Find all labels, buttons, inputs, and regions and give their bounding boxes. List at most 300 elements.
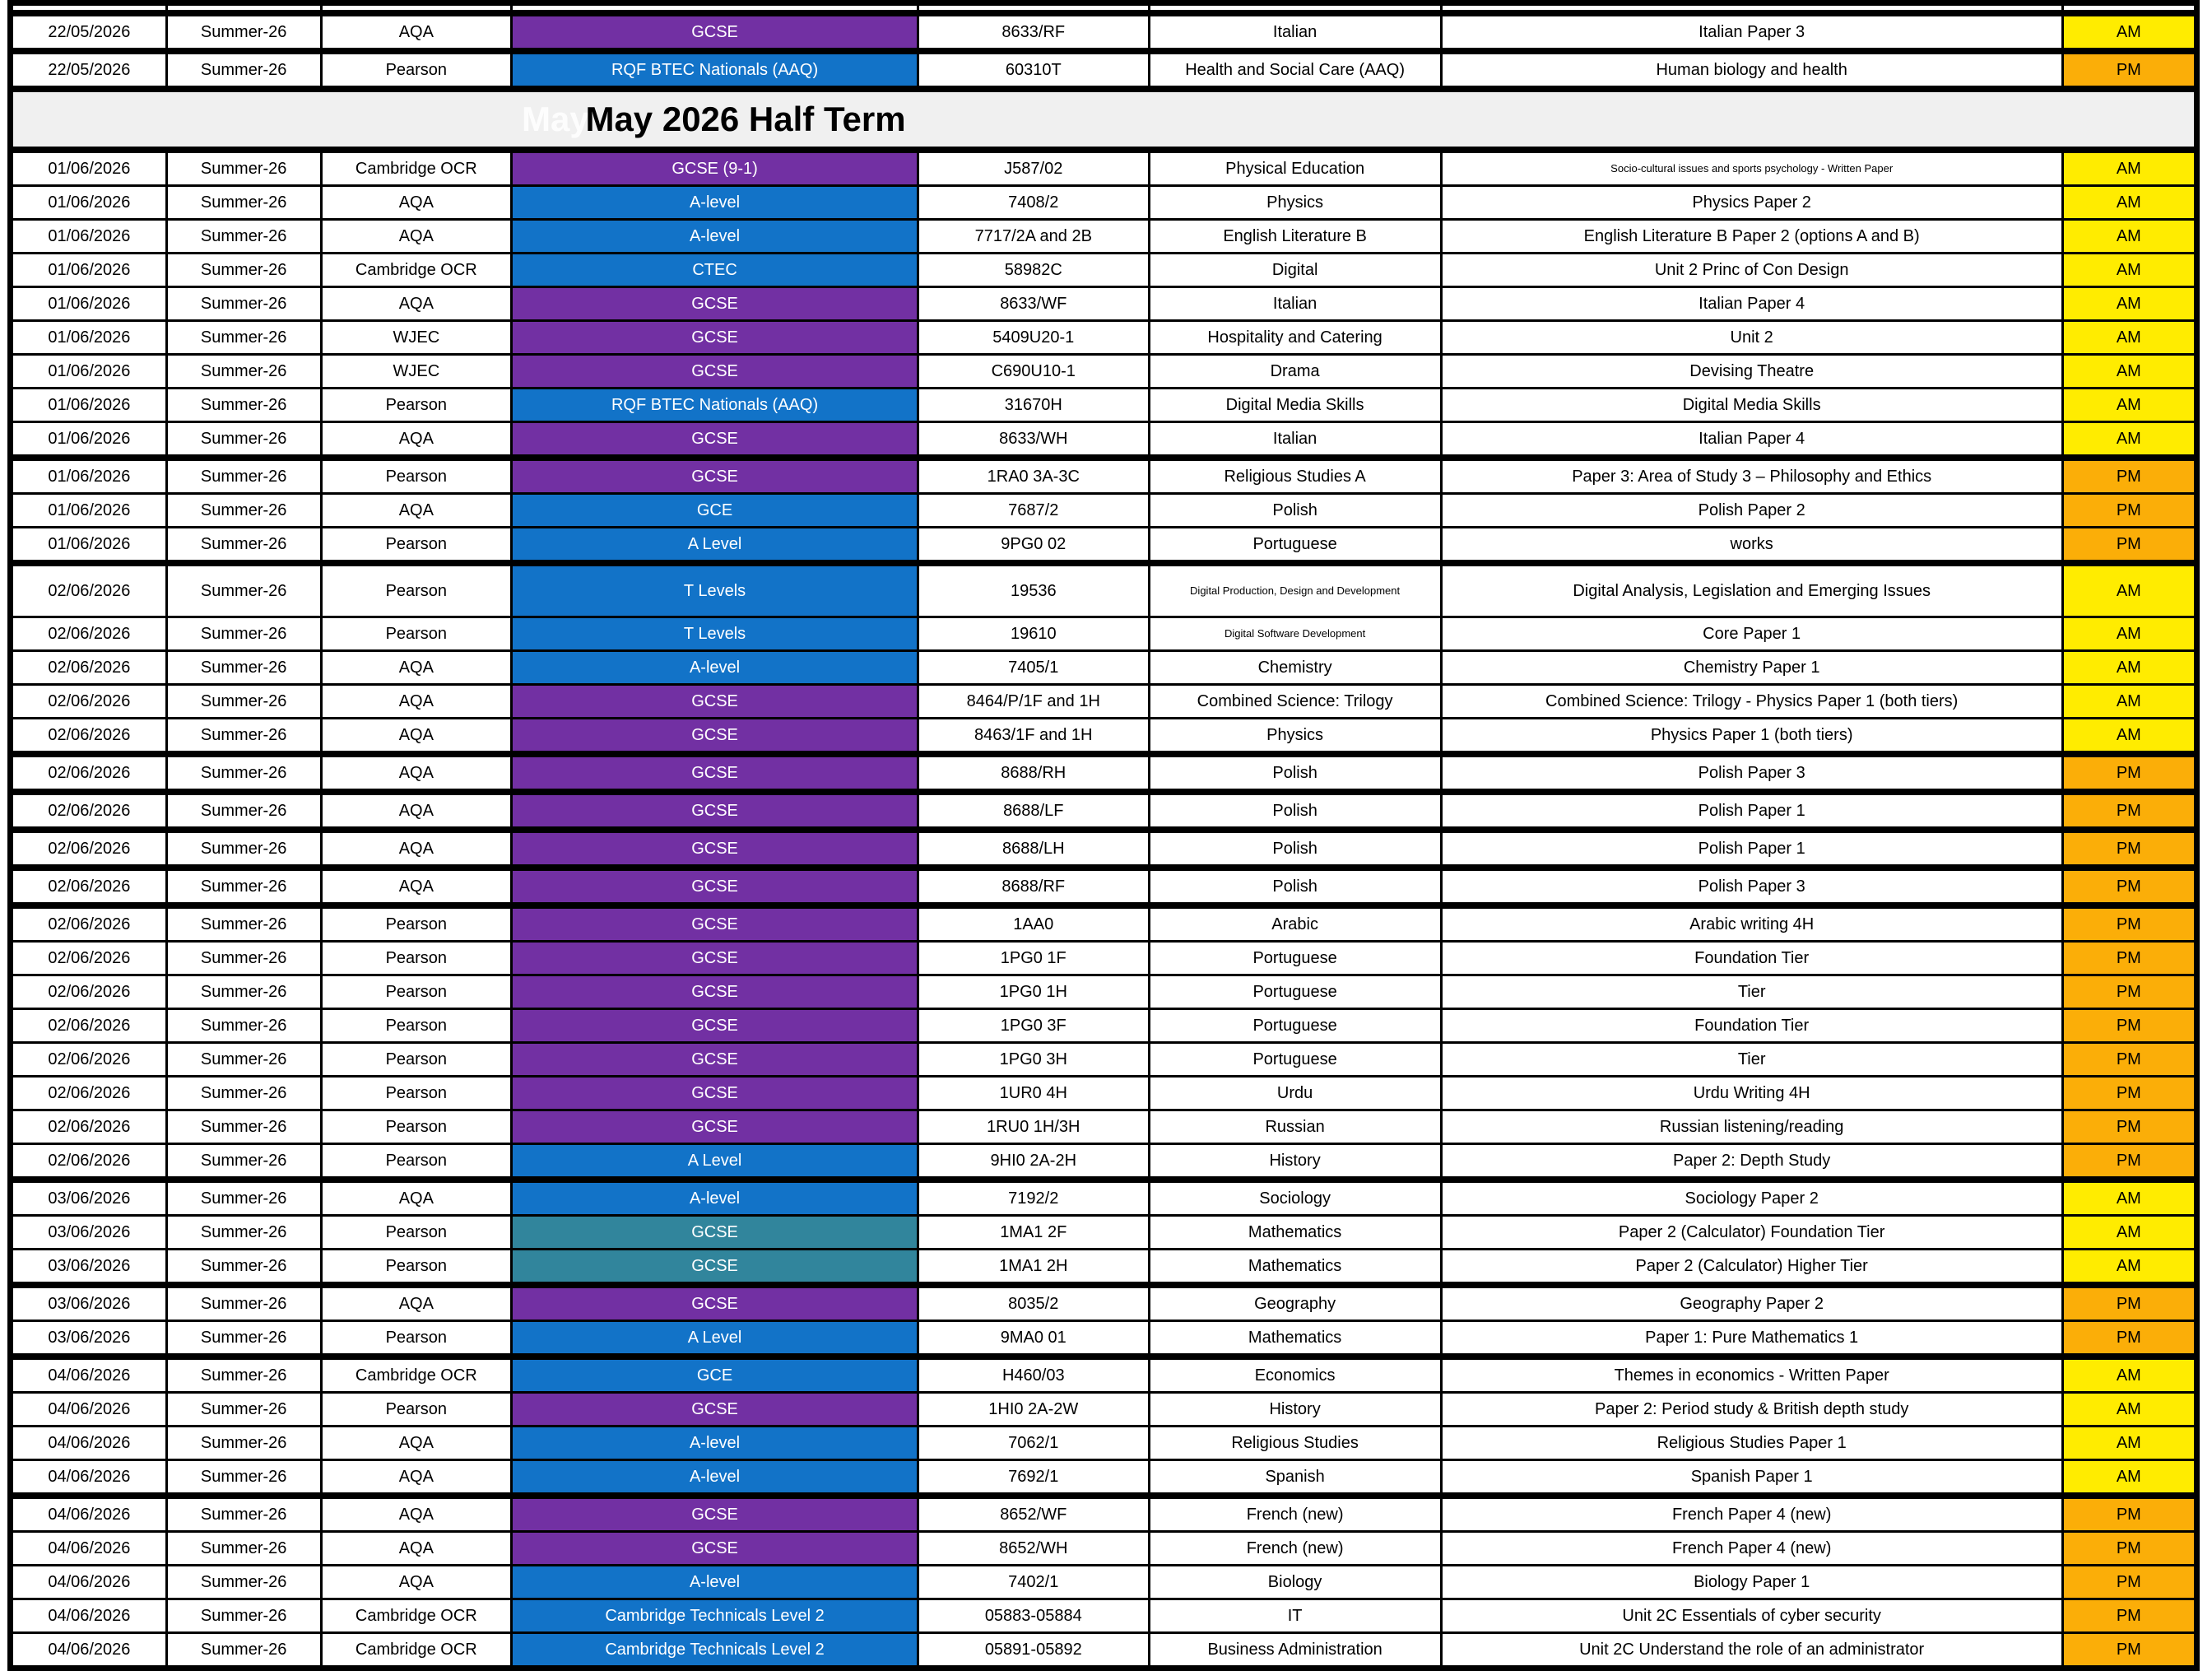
- subject-cell: Biology: [1149, 1566, 1441, 1599]
- session-cell: AM: [2062, 617, 2196, 651]
- table-row: [11, 321, 2197, 355]
- cutoff-cell: [166, 3, 321, 14]
- session-cell: PM: [2062, 830, 2196, 868]
- paper-cell: Paper 3: Area of Study 3 – Philosophy and Ethics: [1441, 458, 2062, 494]
- code-cell: 8688/RF: [918, 868, 1149, 905]
- session-cell: AM: [2062, 1460, 2196, 1496]
- date-cell: 02/06/2026: [11, 719, 167, 755]
- session-cell: PM: [2062, 1110, 2196, 1144]
- board-cell: AQA: [321, 685, 512, 719]
- series-cell: Summer-26: [166, 494, 321, 528]
- table-row: [11, 458, 2197, 494]
- date-cell: 03/06/2026: [11, 1180, 167, 1216]
- series-cell: Summer-26: [166, 1180, 321, 1216]
- board-cell: Pearson: [321, 975, 512, 1009]
- subject-cell: Spanish: [1149, 1460, 1441, 1496]
- series-cell: Summer-26: [166, 617, 321, 651]
- date-cell: 03/06/2026: [11, 1285, 167, 1321]
- subject-cell: Geography: [1149, 1285, 1441, 1321]
- paper-cell: Socio-cultural issues and sports psychology - Written Paper: [1441, 150, 2062, 186]
- date-cell: 01/06/2026: [11, 494, 167, 528]
- board-cell: WJEC: [321, 321, 512, 355]
- subject-cell: Italian: [1149, 13, 1441, 51]
- session-cell: AM: [2062, 651, 2196, 685]
- board-cell: Pearson: [321, 617, 512, 651]
- subject-cell: Mathematics: [1149, 1250, 1441, 1286]
- qualification-badge: GCSE: [512, 1393, 918, 1427]
- session-cell: AM: [2062, 719, 2196, 755]
- code-cell: 7408/2: [918, 186, 1149, 220]
- qualification-badge: GCSE: [512, 13, 918, 51]
- subject-cell: Italian: [1149, 422, 1441, 458]
- series-cell: Summer-26: [166, 1393, 321, 1427]
- session-cell: AM: [2062, 1393, 2196, 1427]
- table-row: [11, 1633, 2197, 1669]
- date-cell: 04/06/2026: [11, 1566, 167, 1599]
- table-row: [11, 685, 2197, 719]
- table-row: [11, 1460, 2197, 1496]
- code-cell: 31670H: [918, 389, 1149, 422]
- subject-cell: Chemistry: [1149, 651, 1441, 685]
- series-cell: Summer-26: [166, 1633, 321, 1669]
- series-cell: Summer-26: [166, 975, 321, 1009]
- code-cell: 7687/2: [918, 494, 1149, 528]
- subject-cell: Economics: [1149, 1357, 1441, 1393]
- table-row: [11, 186, 2197, 220]
- qualification-badge: A Level: [512, 528, 918, 564]
- series-cell: Summer-26: [166, 905, 321, 942]
- qualification-badge: Cambridge Technicals Level 2: [512, 1599, 918, 1633]
- qualification-badge: A-level: [512, 220, 918, 254]
- date-cell: 02/06/2026: [11, 942, 167, 975]
- subject-cell: Portuguese: [1149, 528, 1441, 564]
- subject-cell: Polish: [1149, 868, 1441, 905]
- table-row: [11, 1566, 2197, 1599]
- paper-cell: Human biology and health: [1441, 51, 2062, 89]
- paper-cell: Religious Studies Paper 1: [1441, 1427, 2062, 1460]
- code-cell: 1PG0 1F: [918, 942, 1149, 975]
- code-cell: 1UR0 4H: [918, 1077, 1149, 1110]
- series-cell: Summer-26: [166, 1144, 321, 1180]
- date-cell: 02/06/2026: [11, 563, 167, 617]
- qualification-badge: A-level: [512, 1460, 918, 1496]
- paper-cell: Combined Science: Trilogy - Physics Paper 1 (both tiers): [1441, 685, 2062, 719]
- table-row: [11, 1496, 2197, 1532]
- date-cell: 01/06/2026: [11, 220, 167, 254]
- subject-cell: Portuguese: [1149, 1009, 1441, 1043]
- series-cell: Summer-26: [166, 220, 321, 254]
- board-cell: Cambridge OCR: [321, 254, 512, 287]
- subject-cell: Sociology: [1149, 1180, 1441, 1216]
- subject-cell: Urdu: [1149, 1077, 1441, 1110]
- session-cell: AM: [2062, 186, 2196, 220]
- subject-cell: Russian: [1149, 1110, 1441, 1144]
- qualification-badge: GCSE: [512, 719, 918, 755]
- code-cell: 19536: [918, 563, 1149, 617]
- code-cell: 1PG0 3F: [918, 1009, 1149, 1043]
- subject-cell: Physics: [1149, 186, 1441, 220]
- paper-cell: Polish Paper 2: [1441, 494, 2062, 528]
- date-cell: 01/06/2026: [11, 150, 167, 186]
- cutoff-cell: [11, 3, 167, 14]
- date-cell: 04/06/2026: [11, 1357, 167, 1393]
- code-cell: 8035/2: [918, 1285, 1149, 1321]
- board-cell: Pearson: [321, 458, 512, 494]
- code-cell: 1PG0 1H: [918, 975, 1149, 1009]
- session-cell: PM: [2062, 1599, 2196, 1633]
- table-row: [11, 287, 2197, 321]
- board-cell: Pearson: [321, 1321, 512, 1357]
- table-row: [11, 1250, 2197, 1286]
- subject-cell: Polish: [1149, 792, 1441, 830]
- table-row: [11, 1110, 2197, 1144]
- cutoff-cell: [1149, 3, 1441, 14]
- paper-cell: Unit 2: [1441, 321, 2062, 355]
- code-cell: J587/02: [918, 150, 1149, 186]
- code-cell: H460/03: [918, 1357, 1149, 1393]
- session-cell: PM: [2062, 942, 2196, 975]
- date-cell: 04/06/2026: [11, 1496, 167, 1532]
- subject-cell: History: [1149, 1144, 1441, 1180]
- qualification-badge: GCSE: [512, 1009, 918, 1043]
- series-cell: Summer-26: [166, 321, 321, 355]
- board-cell: AQA: [321, 1532, 512, 1566]
- date-cell: 02/06/2026: [11, 792, 167, 830]
- code-cell: 8464/P/1F and 1H: [918, 685, 1149, 719]
- session-cell: PM: [2062, 494, 2196, 528]
- series-cell: Summer-26: [166, 563, 321, 617]
- paper-cell: Themes in economics - Written Paper: [1441, 1357, 2062, 1393]
- table-row: [11, 220, 2197, 254]
- code-cell: 1HI0 2A-2W: [918, 1393, 1149, 1427]
- board-cell: AQA: [321, 792, 512, 830]
- cutoff-cell: [512, 3, 918, 14]
- subject-cell: Polish: [1149, 830, 1441, 868]
- qualification-badge: GCSE: [512, 792, 918, 830]
- series-cell: Summer-26: [166, 685, 321, 719]
- paper-cell: Physics Paper 1 (both tiers): [1441, 719, 2062, 755]
- session-cell: AM: [2062, 389, 2196, 422]
- session-cell: PM: [2062, 868, 2196, 905]
- subject-cell: Italian: [1149, 287, 1441, 321]
- subject-cell: Polish: [1149, 494, 1441, 528]
- session-cell: PM: [2062, 1144, 2196, 1180]
- cutoff-row: [11, 3, 2197, 14]
- date-cell: 04/06/2026: [11, 1427, 167, 1460]
- half-term-ghost-text: May: [522, 99, 589, 138]
- date-cell: 03/06/2026: [11, 1250, 167, 1286]
- session-cell: AM: [2062, 220, 2196, 254]
- table-row: [11, 355, 2197, 389]
- qualification-badge: GCSE: [512, 868, 918, 905]
- series-cell: Summer-26: [166, 458, 321, 494]
- session-cell: PM: [2062, 1633, 2196, 1669]
- qualification-badge: GCSE: [512, 287, 918, 321]
- series-cell: Summer-26: [166, 830, 321, 868]
- date-cell: 02/06/2026: [11, 1144, 167, 1180]
- date-cell: 02/06/2026: [11, 1077, 167, 1110]
- code-cell: 9PG0 02: [918, 528, 1149, 564]
- paper-cell: Polish Paper 1: [1441, 792, 2062, 830]
- board-cell: AQA: [321, 651, 512, 685]
- board-cell: Pearson: [321, 563, 512, 617]
- board-cell: AQA: [321, 1180, 512, 1216]
- subject-cell: Mathematics: [1149, 1321, 1441, 1357]
- qualification-badge: A Level: [512, 1144, 918, 1180]
- paper-cell: Devising Theatre: [1441, 355, 2062, 389]
- subject-cell: Drama: [1149, 355, 1441, 389]
- subject-cell: Hospitality and Catering: [1149, 321, 1441, 355]
- paper-cell: Biology Paper 1: [1441, 1566, 2062, 1599]
- qualification-badge: GCSE: [512, 754, 918, 792]
- session-cell: PM: [2062, 1532, 2196, 1566]
- board-cell: Cambridge OCR: [321, 1633, 512, 1669]
- table-row: [11, 1532, 2197, 1566]
- code-cell: 8688/LH: [918, 830, 1149, 868]
- board-cell: AQA: [321, 754, 512, 792]
- code-cell: 19610: [918, 617, 1149, 651]
- table-row: [11, 975, 2197, 1009]
- qualification-badge: GCSE: [512, 1250, 918, 1286]
- table-row: [11, 1285, 2197, 1321]
- table-row: [11, 389, 2197, 422]
- board-cell: AQA: [321, 220, 512, 254]
- board-cell: Pearson: [321, 1250, 512, 1286]
- session-cell: AM: [2062, 150, 2196, 186]
- date-cell: 01/06/2026: [11, 528, 167, 564]
- qualification-badge: CTEC: [512, 254, 918, 287]
- series-cell: Summer-26: [166, 355, 321, 389]
- paper-cell: Polish Paper 3: [1441, 868, 2062, 905]
- date-cell: 01/06/2026: [11, 186, 167, 220]
- table-row: [11, 1043, 2197, 1077]
- session-cell: PM: [2062, 1496, 2196, 1532]
- cutoff-cell: [918, 3, 1149, 14]
- session-cell: AM: [2062, 1427, 2196, 1460]
- session-cell: AM: [2062, 287, 2196, 321]
- paper-cell: Sociology Paper 2: [1441, 1180, 2062, 1216]
- date-cell: 04/06/2026: [11, 1393, 167, 1427]
- table-row: [11, 792, 2197, 830]
- series-cell: Summer-26: [166, 51, 321, 89]
- series-cell: Summer-26: [166, 1321, 321, 1357]
- subject-cell: Digital Software Development: [1149, 617, 1441, 651]
- code-cell: 8463/1F and 1H: [918, 719, 1149, 755]
- board-cell: AQA: [321, 287, 512, 321]
- code-cell: 7405/1: [918, 651, 1149, 685]
- subject-cell: History: [1149, 1393, 1441, 1427]
- board-cell: AQA: [321, 422, 512, 458]
- table-row: [11, 150, 2197, 186]
- date-cell: 01/06/2026: [11, 355, 167, 389]
- code-cell: 8652/WF: [918, 1496, 1149, 1532]
- board-cell: AQA: [321, 1285, 512, 1321]
- code-cell: 7062/1: [918, 1427, 1149, 1460]
- board-cell: Pearson: [321, 528, 512, 564]
- series-cell: Summer-26: [166, 1285, 321, 1321]
- paper-cell: Foundation Tier: [1441, 942, 2062, 975]
- subject-cell: Physical Education: [1149, 150, 1441, 186]
- table-row: [11, 1216, 2197, 1250]
- qualification-badge: A-level: [512, 651, 918, 685]
- board-cell: AQA: [321, 830, 512, 868]
- table-row: [11, 942, 2197, 975]
- paper-cell: Polish Paper 1: [1441, 830, 2062, 868]
- paper-cell: Paper 1: Pure Mathematics 1: [1441, 1321, 2062, 1357]
- session-cell: PM: [2062, 975, 2196, 1009]
- date-cell: 02/06/2026: [11, 651, 167, 685]
- board-cell: Cambridge OCR: [321, 150, 512, 186]
- paper-cell: Italian Paper 4: [1441, 287, 2062, 321]
- qualification-badge: GCSE (9-1): [512, 150, 918, 186]
- series-cell: Summer-26: [166, 1427, 321, 1460]
- code-cell: C690U10-1: [918, 355, 1149, 389]
- board-cell: WJEC: [321, 355, 512, 389]
- table-row: [11, 1599, 2197, 1633]
- series-cell: Summer-26: [166, 422, 321, 458]
- series-cell: Summer-26: [166, 287, 321, 321]
- subject-cell: Digital Production, Design and Development: [1149, 563, 1441, 617]
- qualification-badge: GCSE: [512, 355, 918, 389]
- session-cell: PM: [2062, 1009, 2196, 1043]
- board-cell: Pearson: [321, 905, 512, 942]
- qualification-badge: GCSE: [512, 1532, 918, 1566]
- date-cell: 04/06/2026: [11, 1460, 167, 1496]
- session-cell: AM: [2062, 1250, 2196, 1286]
- table-row: [11, 1144, 2197, 1180]
- exam-timetable: [7, 0, 2200, 1671]
- subject-cell: Combined Science: Trilogy: [1149, 685, 1441, 719]
- table-row: [11, 13, 2197, 51]
- series-cell: Summer-26: [166, 942, 321, 975]
- series-cell: Summer-26: [166, 150, 321, 186]
- code-cell: 8652/WH: [918, 1532, 1149, 1566]
- date-cell: 01/06/2026: [11, 287, 167, 321]
- paper-cell: Geography Paper 2: [1441, 1285, 2062, 1321]
- table-row: [11, 528, 2197, 564]
- session-cell: AM: [2062, 1357, 2196, 1393]
- board-cell: AQA: [321, 186, 512, 220]
- code-cell: 9MA0 01: [918, 1321, 1149, 1357]
- subject-cell: IT: [1149, 1599, 1441, 1633]
- date-cell: 02/06/2026: [11, 685, 167, 719]
- paper-cell: Spanish Paper 1: [1441, 1460, 2062, 1496]
- paper-cell: Paper 2: Period study & British depth study: [1441, 1393, 2062, 1427]
- date-cell: 02/06/2026: [11, 868, 167, 905]
- date-cell: 22/05/2026: [11, 51, 167, 89]
- half-term-band-row: [11, 89, 2197, 150]
- qualification-badge: A Level: [512, 1321, 918, 1357]
- session-cell: PM: [2062, 1077, 2196, 1110]
- qualification-badge: GCSE: [512, 975, 918, 1009]
- board-cell: Pearson: [321, 1009, 512, 1043]
- series-cell: Summer-26: [166, 254, 321, 287]
- code-cell: 7692/1: [918, 1460, 1149, 1496]
- series-cell: Summer-26: [166, 1077, 321, 1110]
- qualification-badge: GCSE: [512, 830, 918, 868]
- table-row: [11, 719, 2197, 755]
- qualification-badge: GCSE: [512, 1496, 918, 1532]
- table-row: [11, 1077, 2197, 1110]
- paper-cell: Chemistry Paper 1: [1441, 651, 2062, 685]
- table-row: [11, 563, 2197, 617]
- subject-cell: Religious Studies A: [1149, 458, 1441, 494]
- half-term-band-cell: [11, 89, 2197, 150]
- code-cell: 7402/1: [918, 1566, 1149, 1599]
- series-cell: Summer-26: [166, 13, 321, 51]
- table-row: [11, 1427, 2197, 1460]
- session-cell: PM: [2062, 1321, 2196, 1357]
- table-row: [11, 905, 2197, 942]
- series-cell: Summer-26: [166, 754, 321, 792]
- board-cell: Cambridge OCR: [321, 1599, 512, 1633]
- session-cell: AM: [2062, 321, 2196, 355]
- code-cell: 1RU0 1H/3H: [918, 1110, 1149, 1144]
- subject-cell: English Literature B: [1149, 220, 1441, 254]
- session-cell: AM: [2062, 355, 2196, 389]
- board-cell: AQA: [321, 494, 512, 528]
- table-row: [11, 254, 2197, 287]
- date-cell: 02/06/2026: [11, 905, 167, 942]
- table-row: [11, 830, 2197, 868]
- paper-cell: Urdu Writing 4H: [1441, 1077, 2062, 1110]
- code-cell: 58982C: [918, 254, 1149, 287]
- series-cell: Summer-26: [166, 651, 321, 685]
- subject-cell: Portuguese: [1149, 942, 1441, 975]
- series-cell: Summer-26: [166, 1043, 321, 1077]
- qualification-badge: GCE: [512, 494, 918, 528]
- session-cell: AM: [2062, 1216, 2196, 1250]
- series-cell: Summer-26: [166, 719, 321, 755]
- paper-cell: Unit 2C Understand the role of an administrator: [1441, 1633, 2062, 1669]
- qualification-badge: A-level: [512, 1566, 918, 1599]
- series-cell: Summer-26: [166, 1357, 321, 1393]
- code-cell: 60310T: [918, 51, 1149, 89]
- code-cell: 7192/2: [918, 1180, 1149, 1216]
- qualification-badge: Cambridge Technicals Level 2: [512, 1633, 918, 1669]
- cutoff-cell: [1441, 3, 2062, 14]
- code-cell: 8633/WH: [918, 422, 1149, 458]
- date-cell: 04/06/2026: [11, 1633, 167, 1669]
- paper-cell: French Paper 4 (new): [1441, 1496, 2062, 1532]
- board-cell: Pearson: [321, 1043, 512, 1077]
- subject-cell: Mathematics: [1149, 1216, 1441, 1250]
- half-term-band: [13, 92, 2194, 147]
- subject-cell: French (new): [1149, 1496, 1441, 1532]
- cutoff-cell: [321, 3, 512, 14]
- series-cell: Summer-26: [166, 1110, 321, 1144]
- paper-cell: works: [1441, 528, 2062, 564]
- date-cell: 02/06/2026: [11, 1043, 167, 1077]
- session-cell: PM: [2062, 905, 2196, 942]
- paper-cell: Paper 2 (Calculator) Foundation Tier: [1441, 1216, 2062, 1250]
- qualification-badge: A-level: [512, 1427, 918, 1460]
- table-row: [11, 1009, 2197, 1043]
- qualification-badge: GCSE: [512, 942, 918, 975]
- series-cell: Summer-26: [166, 1599, 321, 1633]
- date-cell: 03/06/2026: [11, 1321, 167, 1357]
- board-cell: Pearson: [321, 942, 512, 975]
- date-cell: 03/06/2026: [11, 1216, 167, 1250]
- qualification-badge: GCSE: [512, 1110, 918, 1144]
- code-cell: 8688/LF: [918, 792, 1149, 830]
- paper-cell: Tier: [1441, 975, 2062, 1009]
- paper-cell: Italian Paper 4: [1441, 422, 2062, 458]
- code-cell: 9HI0 2A-2H: [918, 1144, 1149, 1180]
- session-cell: AM: [2062, 254, 2196, 287]
- qualification-badge: GCSE: [512, 458, 918, 494]
- session-cell: AM: [2062, 13, 2196, 51]
